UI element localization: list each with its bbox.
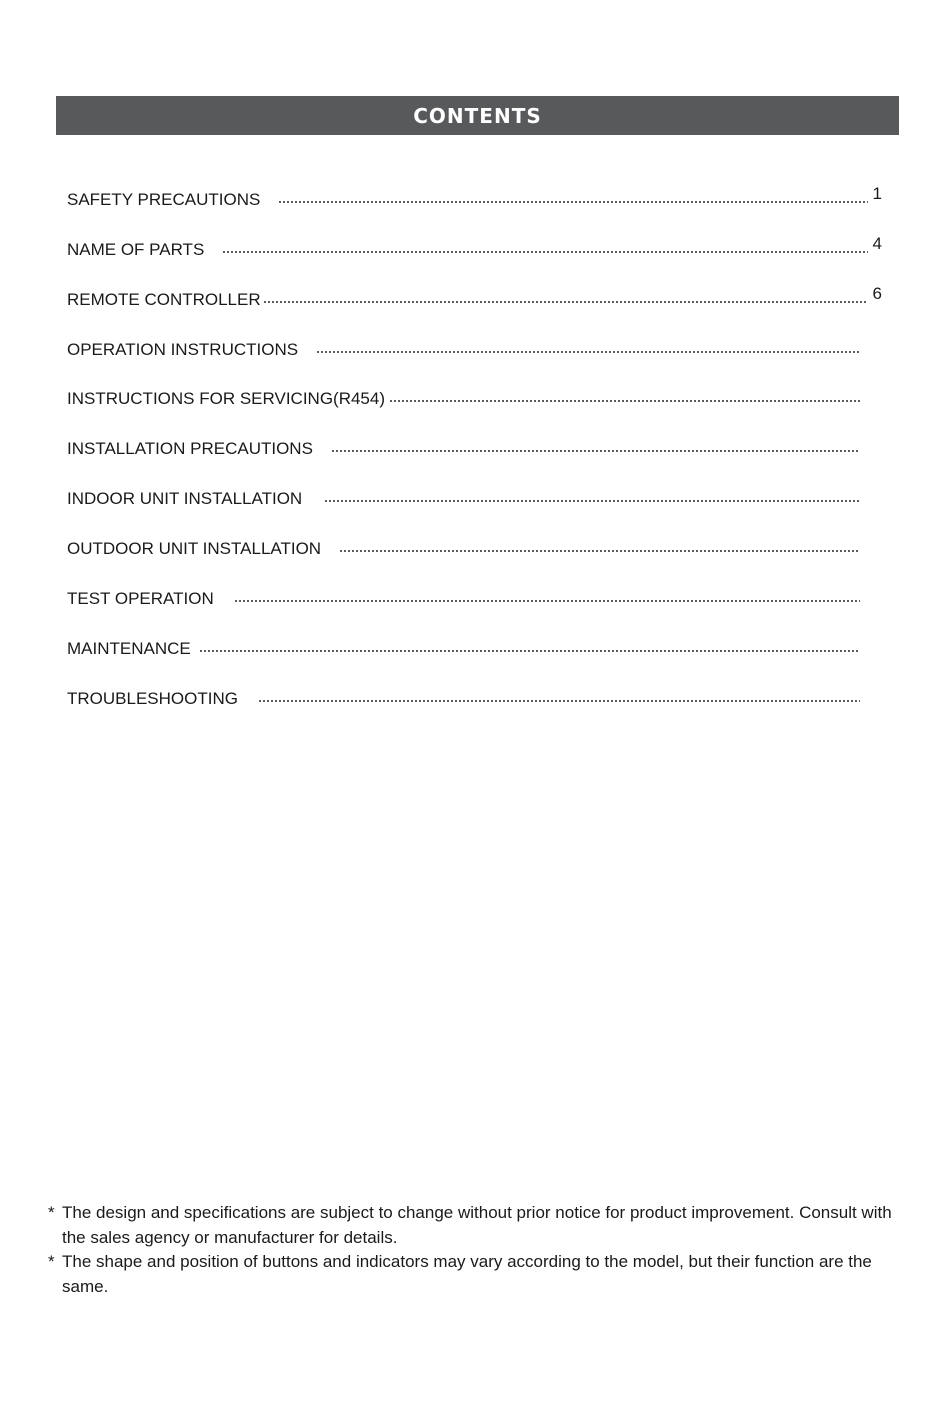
dot-leader: [331, 449, 860, 453]
toc-entry-outdoor-unit-installation[interactable]: [67, 519, 882, 569]
toc-entry-indoor-unit-installation[interactable]: [67, 469, 882, 519]
toc-entry-label: REMOTE CONTROLLER: [67, 289, 261, 309]
toc-entry-label: TROUBLESHOOTING: [67, 690, 258, 707]
toc-entry-label: INSTALLATION PRECAUTIONS: [67, 440, 331, 457]
dot-leader: [389, 399, 860, 403]
toc-entry-page: 1: [872, 183, 882, 203]
dot-leader: [263, 300, 868, 304]
asterisk-marker: *: [48, 1203, 55, 1222]
toc-entry-name-of-parts[interactable]: [67, 220, 882, 270]
dot-leader: [222, 250, 868, 254]
footnote-text: The design and specifications are subject to change without prior notice for product improvement. Consult with the sales agency or manufacturer for details.: [62, 1203, 892, 1247]
footnote-text: The shape and position of buttons and indicators may vary according to the model, but their function are the same.: [62, 1252, 872, 1296]
toc-entry-installation-precautions[interactable]: [67, 419, 882, 469]
dot-leader: [324, 499, 860, 503]
toc-entry-instructions-for-servicing[interactable]: [67, 370, 882, 420]
toc-entry-safety-precautions[interactable]: [67, 170, 882, 220]
dot-leader: [234, 599, 860, 603]
dot-leader: [339, 549, 860, 553]
toc-entry-label: INDOOR UNIT INSTALLATION: [67, 490, 324, 507]
toc-entry-page: 6: [872, 283, 882, 303]
table-of-contents: [67, 170, 882, 719]
toc-entry-troubleshooting[interactable]: [67, 669, 882, 719]
contents-header-bar: [56, 96, 899, 135]
footnotes: [48, 1201, 918, 1299]
asterisk-marker: *: [48, 1252, 55, 1271]
toc-entry-label: INSTRUCTIONS FOR SERVICING(R454): [67, 390, 389, 407]
toc-entry-page: 4: [872, 233, 882, 253]
dot-leader: [258, 699, 860, 703]
dot-leader: [278, 200, 868, 204]
page-title: CONTENTS: [413, 103, 542, 128]
dot-leader: [199, 649, 860, 653]
toc-entry-test-operation[interactable]: [67, 569, 882, 619]
toc-entry-operation-instructions[interactable]: [67, 320, 882, 370]
dot-leader: [316, 350, 860, 354]
footnote: [48, 1201, 918, 1250]
toc-entry-label: NAME OF PARTS: [67, 241, 222, 258]
toc-entry-maintenance[interactable]: [67, 619, 882, 669]
toc-entry-label: OPERATION INSTRUCTIONS: [67, 341, 316, 358]
toc-entry-remote-controller[interactable]: [67, 270, 882, 320]
footnote: [48, 1250, 918, 1299]
toc-entry-label: OUTDOOR UNIT INSTALLATION: [67, 540, 339, 557]
toc-entry-label: MAINTENANCE: [67, 640, 199, 657]
toc-entry-label: SAFETY PRECAUTIONS: [67, 191, 278, 208]
toc-entry-label: TEST OPERATION: [67, 590, 234, 607]
